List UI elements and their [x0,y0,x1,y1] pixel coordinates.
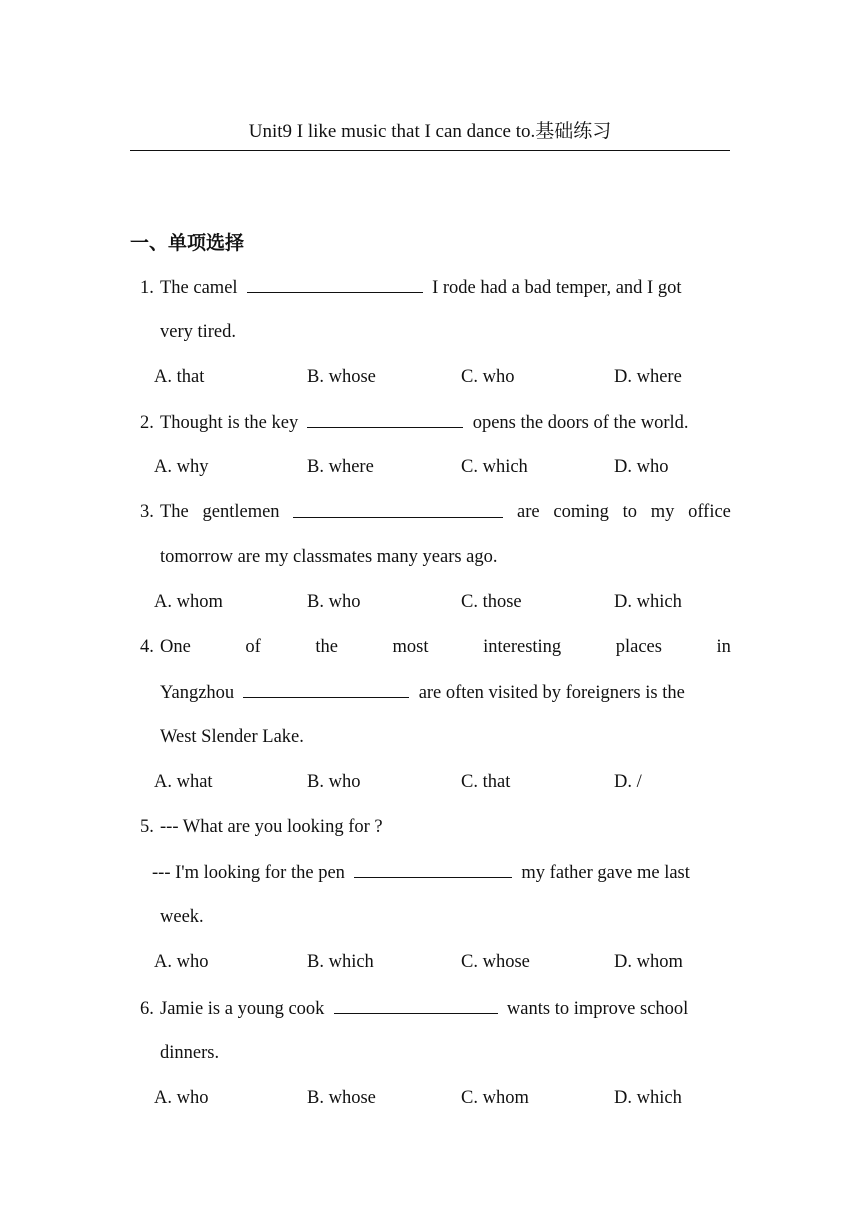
title-divider [130,150,730,151]
option-b: B. where [307,457,374,477]
option-b: B. who [307,592,361,612]
option-c: C. whose [461,952,530,972]
option-c: C. those [461,592,522,612]
answer-blank [247,275,423,293]
question-5-reply: --- I'm looking for the pen my father gave me last [152,860,731,885]
option-d: D. where [614,367,682,387]
question-number: 5. [140,817,154,837]
option-c: C. which [461,457,528,477]
question-4: 4. One of the most interesting places in [140,637,731,657]
answer-blank [354,860,512,878]
option-b: B. who [307,772,361,792]
option-d: D. whom [614,952,683,972]
answer-blank [293,500,503,518]
question-2: 2. Thought is the key opens the doors of the world. [140,410,731,435]
option-c: C. that [461,772,511,792]
question-1: 1. The camel I rode had a bad temper, and I got [140,275,731,300]
question-3-continuation: tomorrow are my classmates many years ago. [160,547,498,567]
question-5-continuation: week. [160,907,204,927]
option-b: B. which [307,952,374,972]
option-d: D. / [614,772,642,792]
option-a: A. who [154,1088,209,1108]
question-1-continuation: very tired. [160,322,237,342]
question-4-continuation-2: West Slender Lake. [160,727,304,747]
question-6: 6. Jamie is a young cook wants to improve school [140,996,731,1021]
option-c: C. who [461,367,515,387]
question-number: 6. [140,999,154,1019]
option-a: A. who [154,952,209,972]
option-a: A. what [154,772,213,792]
option-c: C. whom [461,1088,529,1108]
answer-blank [307,410,463,428]
option-a: A. that [154,367,205,387]
question-4-continuation: Yangzhou are often visited by foreigners is the [160,680,731,705]
option-b: B. whose [307,1088,376,1108]
question-6-continuation: dinners. [160,1043,220,1063]
question-number: 4. [140,637,154,657]
option-d: D. which [614,1088,682,1108]
question-5: 5. --- What are you looking for ? [140,817,383,837]
question-3: 3. The gentlemen are coming to my office [140,502,731,522]
option-a: A. why [154,457,209,477]
section-heading: 一、单项选择 [130,232,245,254]
question-number: 3. [140,502,154,522]
option-d: D. who [614,457,669,477]
option-d: D. which [614,592,682,612]
answer-blank [243,680,409,698]
page-title: Unit9 I like music that I can dance to.基础练习 [248,121,612,142]
question-number: 1. [140,278,154,298]
option-a: A. whom [154,592,223,612]
option-b: B. whose [307,367,376,387]
question-number: 2. [140,413,154,433]
answer-blank [334,996,498,1014]
